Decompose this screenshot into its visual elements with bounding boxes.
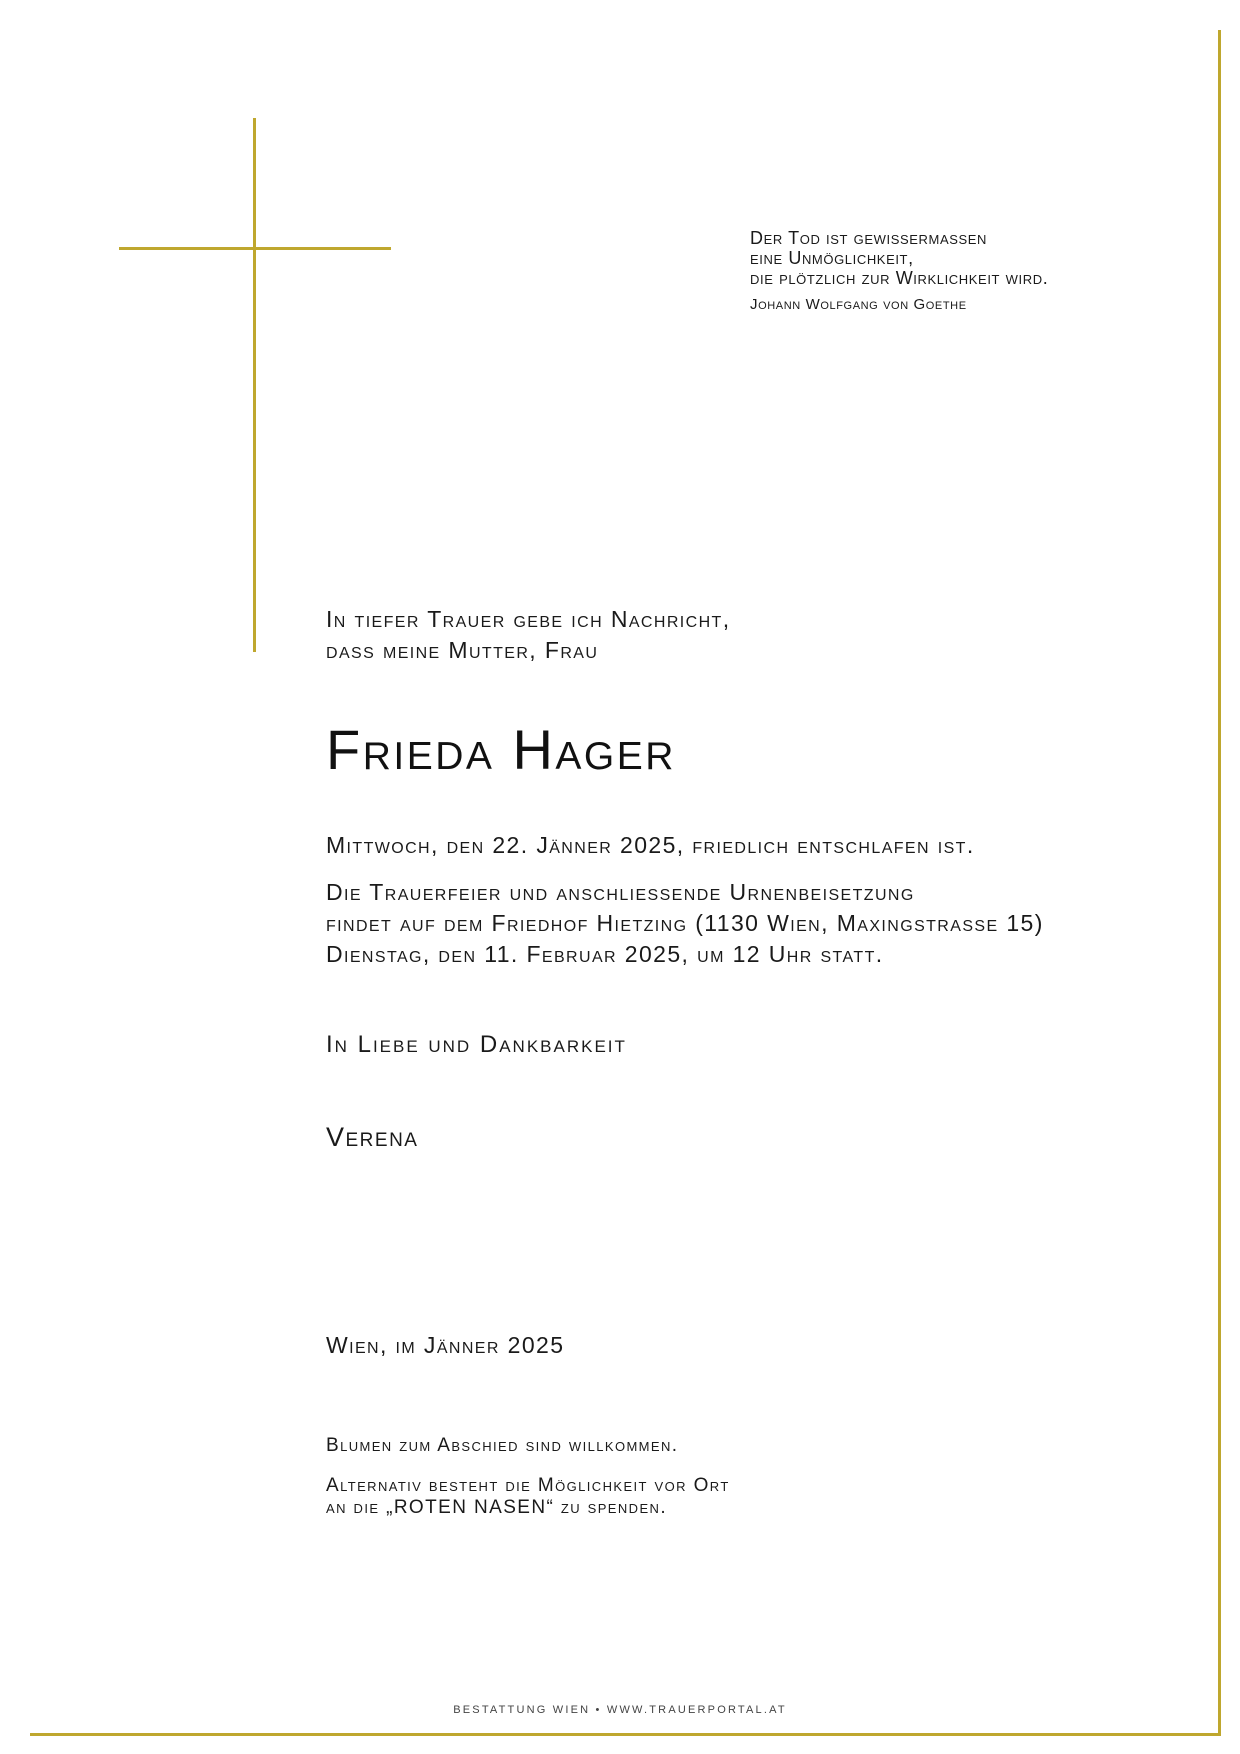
quote: [750, 228, 1048, 288]
frame-bottom-line: [30, 1733, 1221, 1736]
funeral-line: findet auf dem Friedhof Hietzing (1130 Wien, Maxingstrasse 15): [326, 910, 1044, 936]
place-date: Wien, im Jänner 2025: [326, 1332, 565, 1358]
closing-phrase: In Liebe und Dankbarkeit: [326, 1031, 627, 1058]
donation-line: Alternativ besteht die Möglichkeit vor Ort: [326, 1475, 730, 1496]
funeral-details: [326, 877, 1044, 970]
funeral-line: Die Trauerfeier und anschliessende Urnenbeisetzung: [326, 879, 915, 905]
quote-line: die plötzlich zur Wirklichkeit wird.: [750, 268, 1049, 288]
frame-right-line: [1218, 30, 1221, 1736]
signer-name: Verena: [326, 1122, 419, 1152]
intro-line: dass meine Mutter, Frau: [326, 637, 599, 663]
quote-line: eine Unmöglichkeit,: [750, 248, 914, 268]
cross-icon-bar: [119, 247, 391, 250]
flowers-note: Blumen zum Abschied sind willkommen.: [326, 1435, 679, 1456]
death-line: Mittwoch, den 22. Jänner 2025, friedlich entschlafen ist.: [326, 832, 975, 858]
funeral-line: Dienstag, den 11. Februar 2025, um 12 Uhr statt.: [326, 941, 884, 967]
footer-credit: BESTATTUNG WIEN • WWW.TRAUERPORTAL.AT: [453, 1704, 787, 1716]
donation-note: [326, 1475, 730, 1519]
intro-line: In tiefer Trauer gebe ich Nachricht,: [326, 606, 731, 632]
intro-text: [326, 604, 731, 666]
quote-author: Johann Wolfgang von Goethe: [750, 296, 967, 313]
donation-line: an die „ROTEN NASEN“ zu spenden.: [326, 1497, 667, 1518]
quote-line: Der Tod ist gewissermassen: [750, 228, 988, 248]
cross-icon: [253, 118, 256, 652]
deceased-name: Frieda Hager: [326, 718, 676, 781]
